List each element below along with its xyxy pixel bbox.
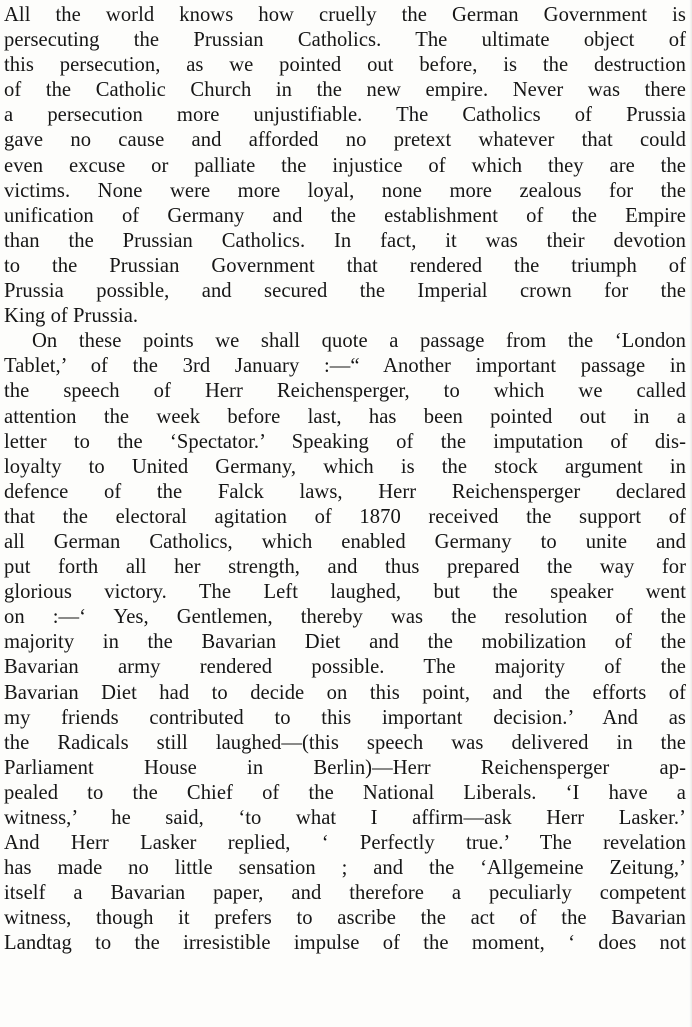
text-line: And Herr Lasker replied, ‘ Perfectly true.’ The revelation bbox=[4, 832, 686, 855]
text-line: victims. None were more loyal, none more zealous for the bbox=[4, 179, 686, 202]
text-line: all German Catholics, which enabled Germany to unite and bbox=[4, 530, 686, 553]
text-line: even excuse or palliate the injustice of which they are the bbox=[4, 154, 686, 177]
text-line: this persecution, as we pointed out before, is the destruction bbox=[4, 54, 686, 77]
text-line: defence of the Falck laws, Herr Reichensperger declared bbox=[4, 480, 686, 503]
text-line: witness,’ he said, ‘to what I affirm—ask Herr Lasker.’ bbox=[4, 807, 686, 829]
text-line: pealed to the Chief of the National Liberals. ‘I have a bbox=[4, 781, 686, 804]
text-line: my friends contributed to this important decision.’ And as bbox=[4, 706, 686, 729]
text-line: Bavarian army rendered possible. The majority of the bbox=[4, 656, 686, 679]
text-line: to the Prussian Government that rendered the triumph of bbox=[4, 254, 686, 277]
text-line: than the Prussian Catholics. In fact, it was their devotion bbox=[4, 229, 686, 252]
text-line: of the Catholic Church in the new empire. Never was there bbox=[4, 79, 686, 102]
text-line: Parliament House in Berlin)—Herr Reichensperger ap- bbox=[4, 756, 686, 779]
text-line: Bavarian Diet had to decide on this point, and the efforts of bbox=[4, 681, 686, 704]
text-line: on :—‘ Yes, Gentlemen, thereby was the resolution of the bbox=[4, 606, 686, 629]
article-column bbox=[4, 3, 686, 957]
text-line: has made no little sensation ; and the ‘Allgemeine Zeitung,’ bbox=[4, 857, 686, 880]
text-line: witness, though it prefers to ascribe the act of the Bavarian bbox=[4, 907, 686, 930]
text-line: All the world knows how cruelly the German Government is bbox=[4, 4, 686, 26]
text-line: Tablet,’ of the 3rd January :—“ Another important passage in bbox=[4, 355, 686, 378]
text-line: majority in the Bavarian Diet and the mobilization of the bbox=[4, 631, 686, 654]
text-line: Landtag to the irresistible impulse of the moment, ‘ does not bbox=[4, 932, 686, 955]
text-line: glorious victory. The Left laughed, but the speaker went bbox=[4, 581, 686, 604]
paragraph-1 bbox=[4, 3, 686, 329]
text-line: persecuting the Prussian Catholics. The ultimate object of bbox=[4, 29, 686, 52]
paragraph-2 bbox=[4, 329, 686, 956]
text-line: itself a Bavarian paper, and therefore a peculiarly competent bbox=[4, 882, 686, 905]
text-line: put forth all her strength, and thus prepared the way for bbox=[4, 556, 686, 579]
text-line: unification of Germany and the establishment of the Empire bbox=[4, 204, 686, 227]
text-line: gave no cause and afforded no pretext whatever that could bbox=[4, 129, 686, 152]
text-line: the speech of Herr Reichensperger, to which we called bbox=[4, 380, 686, 403]
text-line: a persecution more unjustifiable. The Catholics of Prussia bbox=[4, 104, 686, 127]
text-line: On these points we shall quote a passage from the ‘London bbox=[32, 330, 686, 353]
text-line: the Radicals still laughed—(this speech was delivered in the bbox=[4, 731, 686, 754]
text-line: loyalty to United Germany, which is the stock argument in bbox=[4, 455, 686, 478]
text-line: that the electoral agitation of 1870 received the support of bbox=[4, 505, 686, 528]
text-line: letter to the ‘Spectator.’ Speaking of the imputation of dis- bbox=[4, 430, 686, 453]
text-line: King of Prussia. bbox=[4, 305, 139, 328]
text-line: Prussia possible, and secured the Imperial crown for the bbox=[4, 280, 686, 303]
text-line: attention the week before last, has been pointed out in a bbox=[4, 405, 686, 428]
